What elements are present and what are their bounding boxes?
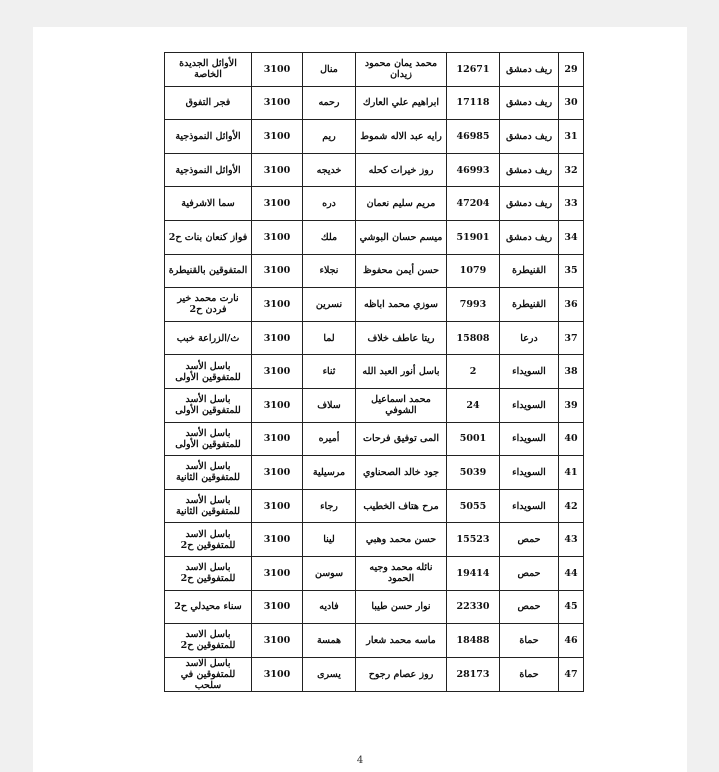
subscriber-id-cell: 7993 <box>447 288 500 322</box>
table-row <box>165 321 584 355</box>
student-name-cell: سوزي محمد اباظه <box>356 288 447 322</box>
table-row <box>165 153 584 187</box>
subscriber-id-cell: 15808 <box>447 321 500 355</box>
governorate-cell: ريف دمشق <box>500 220 559 254</box>
student-name-cell: ريتا عاطف خلاف <box>356 321 447 355</box>
subscriber-id-cell: 18488 <box>447 624 500 658</box>
mother-name-cell: لينا <box>303 523 356 557</box>
score-cell: 3100 <box>252 220 303 254</box>
mother-name-cell: دره <box>303 187 356 221</box>
mother-name-cell: أميره <box>303 422 356 456</box>
score-cell: 3100 <box>252 120 303 154</box>
score-cell: 3100 <box>252 86 303 120</box>
student-name-cell: ماسه محمد شعار <box>356 624 447 658</box>
school-name-cell: الأوائل النموذجية <box>165 153 252 187</box>
governorate-cell: حمص <box>500 556 559 590</box>
school-name-cell: ث/الزراعة خبب <box>165 321 252 355</box>
governorate-cell: حماة <box>500 657 559 691</box>
row-number: 47 <box>559 657 584 691</box>
governorate-cell: السويداء <box>500 388 559 422</box>
student-name-cell: باسل أنور العبد الله <box>356 355 447 389</box>
mother-name-cell: نجلاء <box>303 254 356 288</box>
row-number: 39 <box>559 388 584 422</box>
school-name-cell: الأوائل الجديدة الخاصة <box>165 53 252 87</box>
student-name-cell: حسن محمد وهبي <box>356 523 447 557</box>
student-name-cell: روز خيرات كحله <box>356 153 447 187</box>
subscriber-id-cell: 46993 <box>447 153 500 187</box>
mother-name-cell: همسة <box>303 624 356 658</box>
school-name-cell: نارت محمد خير فردن ح2 <box>165 288 252 322</box>
school-name-cell: فواز كنعان بنات ح2 <box>165 220 252 254</box>
subscriber-id-cell: 5039 <box>447 456 500 490</box>
table-row <box>165 187 584 221</box>
mother-name-cell: سوسن <box>303 556 356 590</box>
score-cell: 3100 <box>252 254 303 288</box>
governorate-cell: ريف دمشق <box>500 86 559 120</box>
mother-name-cell: ثناء <box>303 355 356 389</box>
subscriber-id-cell: 47204 <box>447 187 500 221</box>
governorate-cell: القنيطرة <box>500 288 559 322</box>
subscriber-id-cell: 46985 <box>447 120 500 154</box>
student-name-cell: المى توفيق فرحات <box>356 422 447 456</box>
table-row <box>165 53 584 87</box>
table-row <box>165 288 584 322</box>
governorate-cell: ريف دمشق <box>500 120 559 154</box>
mother-name-cell: خديجه <box>303 153 356 187</box>
score-cell: 3100 <box>252 388 303 422</box>
mother-name-cell: فاديه <box>303 590 356 624</box>
score-cell: 3100 <box>252 489 303 523</box>
student-name-cell: محمد يمان محمود زيدان <box>356 53 447 87</box>
score-cell: 3100 <box>252 53 303 87</box>
row-number: 40 <box>559 422 584 456</box>
table-row <box>165 422 584 456</box>
table-row <box>165 456 584 490</box>
subscriber-id-cell: 5055 <box>447 489 500 523</box>
mother-name-cell: رجاء <box>303 489 356 523</box>
mother-name-cell: لما <box>303 321 356 355</box>
mother-name-cell: ملك <box>303 220 356 254</box>
subscriber-id-cell: 5001 <box>447 422 500 456</box>
student-name-cell: مرح هتاف الخطيب <box>356 489 447 523</box>
row-number: 36 <box>559 288 584 322</box>
row-number: 41 <box>559 456 584 490</box>
school-name-cell: الأوائل النموذجية <box>165 120 252 154</box>
row-number: 38 <box>559 355 584 389</box>
subscriber-id-cell: 12671 <box>447 53 500 87</box>
school-name-cell: سناء محيدلي ح2 <box>165 590 252 624</box>
mother-name-cell: يسرى <box>303 657 356 691</box>
student-name-cell: رايه عبد الاله شموط <box>356 120 447 154</box>
row-number: 30 <box>559 86 584 120</box>
governorate-cell: السويداء <box>500 355 559 389</box>
row-number: 29 <box>559 53 584 87</box>
school-name-cell: فجر التفوق <box>165 86 252 120</box>
score-cell: 3100 <box>252 657 303 691</box>
row-number: 42 <box>559 489 584 523</box>
mother-name-cell: مرسيلية <box>303 456 356 490</box>
school-name-cell: باسل الاسد للمتفوقين في سلحب <box>165 657 252 691</box>
school-name-cell: المتفوقين بالقنيطرة <box>165 254 252 288</box>
row-number: 43 <box>559 523 584 557</box>
subscriber-id-cell: 2 <box>447 355 500 389</box>
table-row <box>165 657 584 691</box>
school-name-cell: باسل الأسد للمتفوقين الأولى <box>165 422 252 456</box>
student-name-cell: نائله محمد وجيه الحمود <box>356 556 447 590</box>
table-row <box>165 489 584 523</box>
row-number: 37 <box>559 321 584 355</box>
student-name-cell: ميسم حسان البوشي <box>356 220 447 254</box>
governorate-cell: درعا <box>500 321 559 355</box>
score-cell: 3100 <box>252 624 303 658</box>
governorate-cell: حماة <box>500 624 559 658</box>
governorate-cell: ريف دمشق <box>500 53 559 87</box>
table-row <box>165 388 584 422</box>
table-row <box>165 86 584 120</box>
student-name-cell: مريم سليم نعمان <box>356 187 447 221</box>
governorate-cell: حمص <box>500 590 559 624</box>
subscriber-id-cell: 1079 <box>447 254 500 288</box>
school-name-cell: باسل الأسد للمتفوقين الثانية <box>165 456 252 490</box>
school-name-cell: باسل الأسد للمتفوقين الأولى <box>165 355 252 389</box>
row-number: 44 <box>559 556 584 590</box>
school-name-cell: باسل الاسد للمتفوقين ح2 <box>165 556 252 590</box>
governorate-cell: ريف دمشق <box>500 153 559 187</box>
student-name-cell: جود خالد الصحناوي <box>356 456 447 490</box>
governorate-cell: السويداء <box>500 456 559 490</box>
mother-name-cell: منال <box>303 53 356 87</box>
row-number: 31 <box>559 120 584 154</box>
row-number: 32 <box>559 153 584 187</box>
row-number: 35 <box>559 254 584 288</box>
table-row <box>165 120 584 154</box>
mother-name-cell: سلاف <box>303 388 356 422</box>
row-number: 34 <box>559 220 584 254</box>
score-cell: 3100 <box>252 456 303 490</box>
governorate-cell: حمص <box>500 523 559 557</box>
score-cell: 3100 <box>252 321 303 355</box>
subscriber-id-cell: 24 <box>447 388 500 422</box>
table-row <box>165 590 584 624</box>
mother-name-cell: ريم <box>303 120 356 154</box>
subscriber-id-cell: 22330 <box>447 590 500 624</box>
table-row <box>165 254 584 288</box>
student-name-cell: روز عصام رجوح <box>356 657 447 691</box>
score-cell: 3100 <box>252 153 303 187</box>
student-name-cell: حسن أيمن محفوظ <box>356 254 447 288</box>
row-number: 33 <box>559 187 584 221</box>
student-name-cell: نوار حسن طيبا <box>356 590 447 624</box>
subscriber-id-cell: 28173 <box>447 657 500 691</box>
page-number: 4 <box>356 755 364 766</box>
row-number: 45 <box>559 590 584 624</box>
school-name-cell: باسل الأسد للمتفوقين الأولى <box>165 388 252 422</box>
mother-name-cell: نسرين <box>303 288 356 322</box>
school-name-cell: باسل الأسد للمتفوقين الثانية <box>165 489 252 523</box>
governorate-cell: السويداء <box>500 489 559 523</box>
governorate-cell: ريف دمشق <box>500 187 559 221</box>
school-name-cell: سما الاشرفية <box>165 187 252 221</box>
mother-name-cell: رحمه <box>303 86 356 120</box>
results-table-body <box>165 53 584 692</box>
table-row <box>165 556 584 590</box>
governorate-cell: القنيطرة <box>500 254 559 288</box>
score-cell: 3100 <box>252 288 303 322</box>
score-cell: 3100 <box>252 590 303 624</box>
school-name-cell: باسل الاسد للمتفوقين ح2 <box>165 523 252 557</box>
subscriber-id-cell: 15523 <box>447 523 500 557</box>
score-cell: 3100 <box>252 187 303 221</box>
table-row <box>165 523 584 557</box>
governorate-cell: السويداء <box>500 422 559 456</box>
results-table <box>164 52 584 692</box>
school-name-cell: باسل الاسد للمتفوقين ح2 <box>165 624 252 658</box>
subscriber-id-cell: 19414 <box>447 556 500 590</box>
score-cell: 3100 <box>252 355 303 389</box>
table-row <box>165 355 584 389</box>
subscriber-id-cell: 17118 <box>447 86 500 120</box>
table-row <box>165 624 584 658</box>
student-name-cell: محمد اسماعيل الشوفي <box>356 388 447 422</box>
score-cell: 3100 <box>252 422 303 456</box>
subscriber-id-cell: 51901 <box>447 220 500 254</box>
score-cell: 3100 <box>252 523 303 557</box>
document-page <box>33 27 687 772</box>
score-cell: 3100 <box>252 556 303 590</box>
student-name-cell: ابراهيم علي العارك <box>356 86 447 120</box>
table-row <box>165 220 584 254</box>
row-number: 46 <box>559 624 584 658</box>
